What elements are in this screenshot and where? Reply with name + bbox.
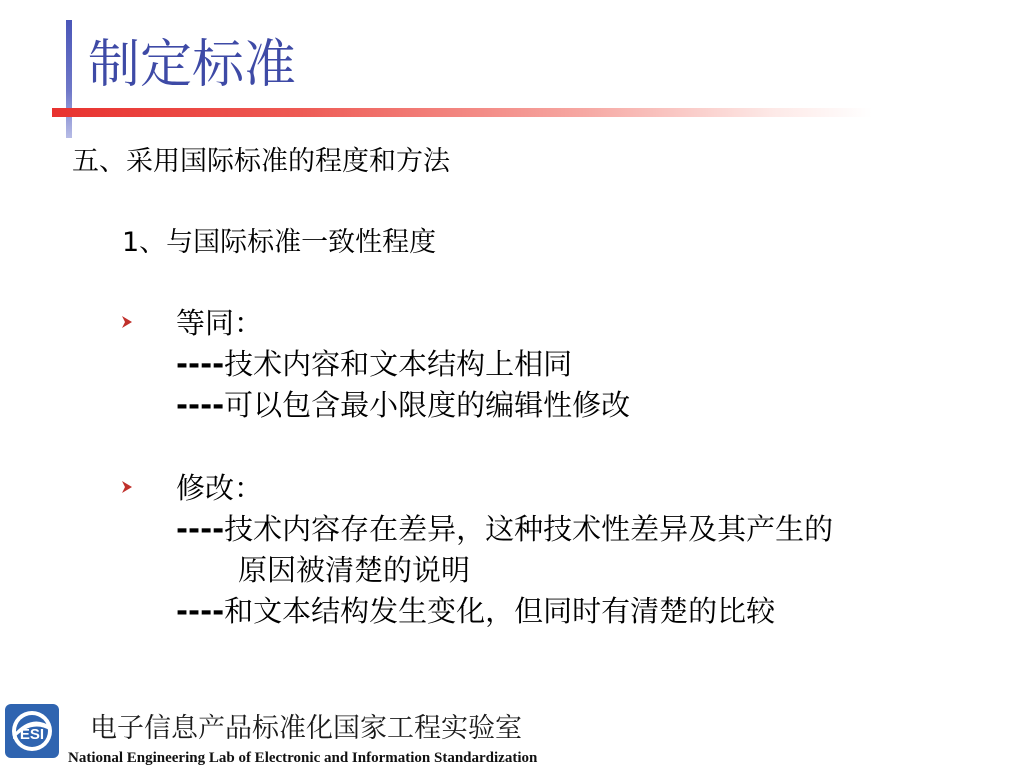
footer-org-name-cn: 电子信息产品标准化国家工程实验室 [90,713,522,744]
dash-marker: ---- [176,388,225,422]
title-accent-bar-horizontal [52,108,872,117]
bullet-line-text: 可以包含最小限度的编辑性修改 [224,388,631,422]
section-heading: 五、采用国际标准的程度和方法 [72,146,450,177]
bullet-line [176,385,630,426]
bullet-line [176,344,630,385]
bullet-content [176,303,630,426]
dash-marker: ---- [176,347,225,381]
bullet-line-continuation [176,550,833,591]
arrow-bullet-icon [120,480,134,494]
bullet-content [176,468,833,632]
slide-title: 制定标准 [88,35,297,95]
esi-logo [4,703,60,759]
footer-org-name-en: National Engineering Lab of Electronic and Information Standardization [68,750,538,766]
title-accent-bar-vertical [66,20,72,138]
bullet-line [176,591,833,632]
bullet-line [176,509,833,550]
bullet-line-text: 技术内容存在差异，这种技术性差异及其产生的 [224,512,834,546]
bullet-line-text: 技术内容和文本结构上相同 [224,347,573,381]
subsection-heading: 1、与国际标准一致性程度 [122,227,437,258]
bullet-line-text: 和文本结构发生变化，但同时有清楚的比较 [224,594,776,628]
arrow-bullet-icon [120,315,134,329]
svg-text:ESI: ESI [19,726,45,743]
bullet-label: 修改： [176,471,264,505]
bullet-line-text: 原因被清楚的说明 [238,553,471,587]
dash-marker: ---- [176,594,225,628]
bullet-label: 等同： [176,306,264,340]
dash-marker: ---- [176,512,225,546]
